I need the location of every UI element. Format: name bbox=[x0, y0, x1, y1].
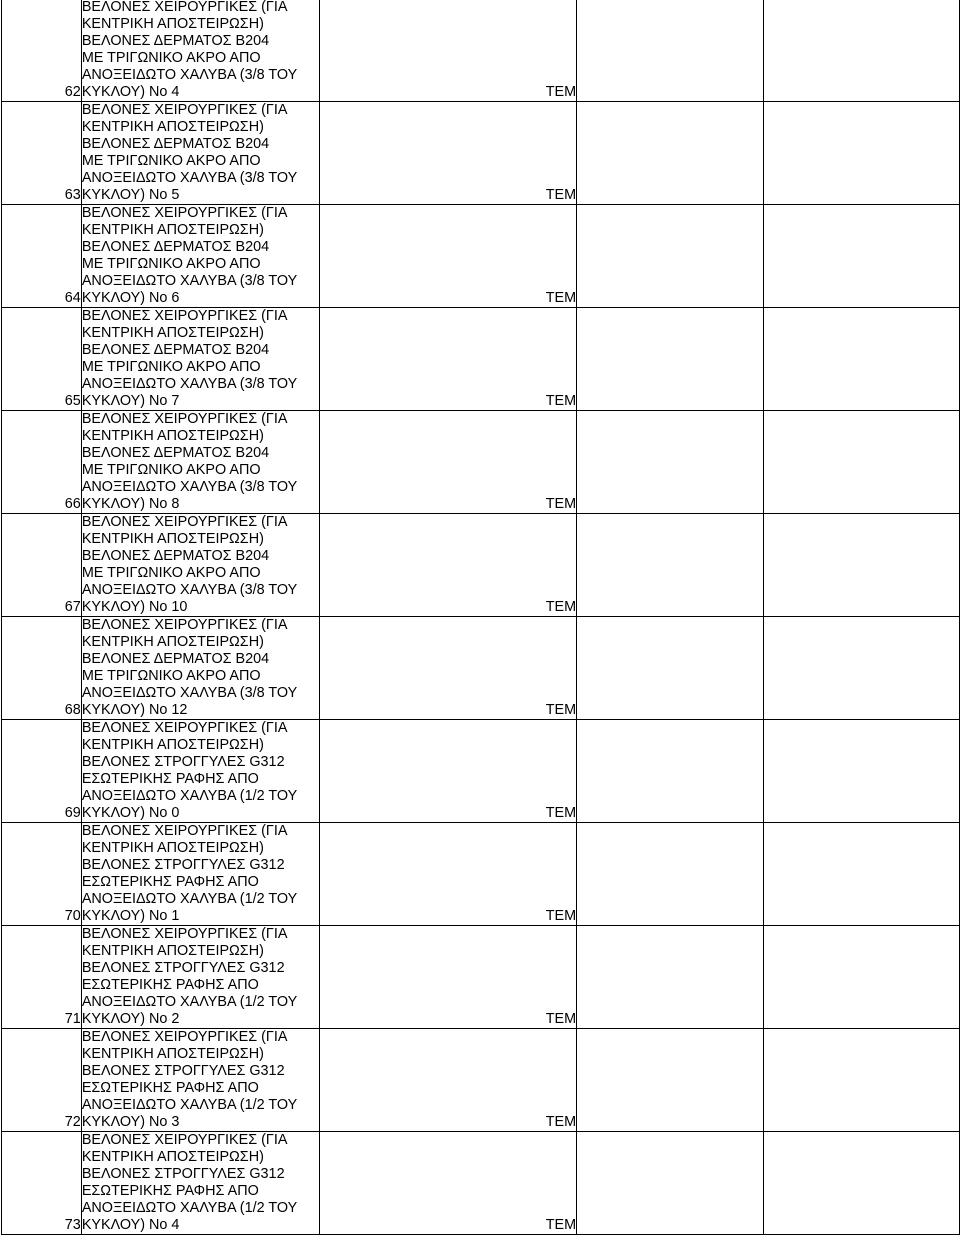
description-line: ΕΣΩΤΕΡΙΚΗΣ ΡΑΦΗΣ ΑΠΟ bbox=[81, 977, 259, 993]
description-line: ΑΝΟΞΕΙΔΩΤΟ ΧΑΛΥΒΑ (3/8 ΤΟΥ bbox=[81, 376, 298, 392]
description-line: ΚΕΝΤΡΙΚΗ ΑΠΟΣΤΕΙΡΩΣΗ) bbox=[81, 325, 264, 341]
item-number-cell bbox=[2, 102, 82, 205]
table-row bbox=[2, 514, 960, 617]
price-cell bbox=[763, 926, 959, 1029]
table-row bbox=[2, 1029, 960, 1132]
item-number-cell bbox=[2, 1132, 82, 1235]
price-cell bbox=[763, 720, 959, 823]
item-number-cell bbox=[2, 411, 82, 514]
unit-cell bbox=[319, 1132, 576, 1235]
description-line: ΚΥΚΛΟΥ) No 4 bbox=[81, 84, 180, 100]
unit-cell bbox=[319, 514, 576, 617]
description-line: ΚΕΝΤΡΙΚΗ ΑΠΟΣΤΕΙΡΩΣΗ) bbox=[81, 840, 264, 856]
unit-cell bbox=[319, 720, 576, 823]
quantity-cell bbox=[577, 308, 763, 411]
description-line: ΑΝΟΞΕΙΔΩΤΟ ΧΑΛΥΒΑ (1/2 ΤΟΥ bbox=[81, 994, 298, 1010]
description-line: ΕΣΩΤΕΡΙΚΗΣ ΡΑΦΗΣ ΑΠΟ bbox=[81, 771, 259, 787]
description-line: ΚΥΚΛΟΥ) No 7 bbox=[81, 393, 180, 409]
description-line: ΚΕΝΤΡΙΚΗ ΑΠΟΣΤΕΙΡΩΣΗ) bbox=[81, 634, 264, 650]
description-line: ΒΕΛΟΝΕΣ ΧΕΙΡΟΥΡΓΙΚΕΣ (ΓΙΑ bbox=[81, 0, 288, 15]
description-line: ΚΥΚΛΟΥ) No 12 bbox=[81, 702, 188, 718]
item-number-cell bbox=[2, 926, 82, 1029]
table-row bbox=[2, 0, 960, 102]
description-line: ΑΝΟΞΕΙΔΩΤΟ ΧΑΛΥΒΑ (3/8 ΤΟΥ bbox=[81, 273, 298, 289]
description-line: ΚΕΝΤΡΙΚΗ ΑΠΟΣΤΕΙΡΩΣΗ) bbox=[81, 737, 264, 753]
item-description-cell bbox=[81, 514, 319, 617]
description-line: ΑΝΟΞΕΙΔΩΤΟ ΧΑΛΥΒΑ (3/8 ΤΟΥ bbox=[81, 479, 298, 495]
item-description-cell bbox=[81, 102, 319, 205]
price-cell bbox=[763, 514, 959, 617]
description-line: ΑΝΟΞΕΙΔΩΤΟ ΧΑΛΥΒΑ (1/2 ΤΟΥ bbox=[81, 788, 298, 804]
items-table-body bbox=[2, 0, 960, 1235]
description-line: ΒΕΛΟΝΕΣ ΔΕΡΜΑΤΟΣ B204 bbox=[81, 33, 270, 49]
quantity-cell bbox=[577, 926, 763, 1029]
table-row bbox=[2, 1132, 960, 1235]
unit-cell bbox=[319, 926, 576, 1029]
unit-label: ΤΕΜ bbox=[545, 1114, 577, 1130]
quantity-cell bbox=[577, 411, 763, 514]
description-line: ΒΕΛΟΝΕΣ ΧΕΙΡΟΥΡΓΙΚΕΣ (ΓΙΑ bbox=[81, 102, 288, 118]
item-number: 65 bbox=[64, 393, 81, 409]
description-line: ΚΕΝΤΡΙΚΗ ΑΠΟΣΤΕΙΡΩΣΗ) bbox=[81, 16, 264, 32]
price-cell bbox=[763, 308, 959, 411]
description-line: ΑΝΟΞΕΙΔΩΤΟ ΧΑΛΥΒΑ (1/2 ΤΟΥ bbox=[81, 891, 298, 907]
description-line: ΒΕΛΟΝΕΣ ΔΕΡΜΑΤΟΣ B204 bbox=[81, 651, 270, 667]
description-line: ΒΕΛΟΝΕΣ ΣΤΡΟΓΓΥΛΕΣ G312 bbox=[81, 1166, 285, 1182]
description-line: ΒΕΛΟΝΕΣ ΧΕΙΡΟΥΡΓΙΚΕΣ (ΓΙΑ bbox=[81, 823, 288, 839]
table-row bbox=[2, 823, 960, 926]
description-line: ΑΝΟΞΕΙΔΩΤΟ ΧΑΛΥΒΑ (1/2 ΤΟΥ bbox=[81, 1200, 298, 1216]
items-table bbox=[1, 0, 960, 1235]
unit-label: ΤΕΜ bbox=[545, 496, 577, 512]
item-number: 67 bbox=[64, 599, 81, 615]
unit-label: ΤΕΜ bbox=[545, 1217, 577, 1233]
description-line: ΚΥΚΛΟΥ) No 5 bbox=[81, 187, 180, 203]
item-description-cell bbox=[81, 720, 319, 823]
description-line: ΜΕ ΤΡΙΓΩΝΙΚΟ ΑΚΡΟ ΑΠΟ bbox=[81, 565, 261, 581]
description-line: ΜΕ ΤΡΙΓΩΝΙΚΟ ΑΚΡΟ ΑΠΟ bbox=[81, 50, 261, 66]
quantity-cell bbox=[577, 205, 763, 308]
description-line: ΜΕ ΤΡΙΓΩΝΙΚΟ ΑΚΡΟ ΑΠΟ bbox=[81, 256, 261, 272]
description-line: ΒΕΛΟΝΕΣ ΣΤΡΟΓΓΥΛΕΣ G312 bbox=[81, 960, 285, 976]
description-line: ΒΕΛΟΝΕΣ ΔΕΡΜΑΤΟΣ B204 bbox=[81, 136, 270, 152]
description-line: ΒΕΛΟΝΕΣ ΧΕΙΡΟΥΡΓΙΚΕΣ (ΓΙΑ bbox=[81, 1029, 288, 1045]
unit-cell bbox=[319, 205, 576, 308]
item-description-cell bbox=[81, 0, 319, 102]
description-line: ΚΥΚΛΟΥ) No 4 bbox=[81, 1217, 180, 1233]
description-line: ΕΣΩΤΕΡΙΚΗΣ ΡΑΦΗΣ ΑΠΟ bbox=[81, 874, 259, 890]
description-line: ΒΕΛΟΝΕΣ ΔΕΡΜΑΤΟΣ B204 bbox=[81, 548, 270, 564]
description-line: ΚΥΚΛΟΥ) No 2 bbox=[81, 1011, 180, 1027]
item-number: 69 bbox=[64, 805, 81, 821]
description-line: ΚΕΝΤΡΙΚΗ ΑΠΟΣΤΕΙΡΩΣΗ) bbox=[81, 943, 264, 959]
item-description-cell bbox=[81, 308, 319, 411]
item-number: 64 bbox=[64, 290, 81, 306]
table-row bbox=[2, 308, 960, 411]
description-line: ΒΕΛΟΝΕΣ ΔΕΡΜΑΤΟΣ B204 bbox=[81, 445, 270, 461]
unit-label: ΤΕΜ bbox=[545, 1011, 577, 1027]
description-line: ΜΕ ΤΡΙΓΩΝΙΚΟ ΑΚΡΟ ΑΠΟ bbox=[81, 359, 261, 375]
item-description-cell bbox=[81, 411, 319, 514]
item-number: 63 bbox=[64, 187, 81, 203]
description-line: ΒΕΛΟΝΕΣ ΣΤΡΟΓΓΥΛΕΣ G312 bbox=[81, 857, 285, 873]
description-line: ΑΝΟΞΕΙΔΩΤΟ ΧΑΛΥΒΑ (3/8 ΤΟΥ bbox=[81, 170, 298, 186]
description-line: ΒΕΛΟΝΕΣ ΧΕΙΡΟΥΡΓΙΚΕΣ (ΓΙΑ bbox=[81, 205, 288, 221]
item-number: 73 bbox=[64, 1217, 81, 1233]
item-number-cell bbox=[2, 720, 82, 823]
item-number: 68 bbox=[64, 702, 81, 718]
description-line: ΚΕΝΤΡΙΚΗ ΑΠΟΣΤΕΙΡΩΣΗ) bbox=[81, 119, 264, 135]
price-cell bbox=[763, 102, 959, 205]
price-cell bbox=[763, 617, 959, 720]
table-row bbox=[2, 205, 960, 308]
unit-label: ΤΕΜ bbox=[545, 84, 577, 100]
description-line: ΒΕΛΟΝΕΣ ΧΕΙΡΟΥΡΓΙΚΕΣ (ΓΙΑ bbox=[81, 720, 288, 736]
quantity-cell bbox=[577, 1029, 763, 1132]
unit-label: ΤΕΜ bbox=[545, 187, 577, 203]
description-line: ΒΕΛΟΝΕΣ ΧΕΙΡΟΥΡΓΙΚΕΣ (ΓΙΑ bbox=[81, 926, 288, 942]
item-description-cell bbox=[81, 1132, 319, 1235]
item-description-cell bbox=[81, 926, 319, 1029]
description-line: ΜΕ ΤΡΙΓΩΝΙΚΟ ΑΚΡΟ ΑΠΟ bbox=[81, 462, 261, 478]
description-line: ΑΝΟΞΕΙΔΩΤΟ ΧΑΛΥΒΑ (3/8 ΤΟΥ bbox=[81, 685, 298, 701]
description-line: ΚΥΚΛΟΥ) No 10 bbox=[81, 599, 188, 615]
quantity-cell bbox=[577, 1132, 763, 1235]
description-line: ΜΕ ΤΡΙΓΩΝΙΚΟ ΑΚΡΟ ΑΠΟ bbox=[81, 668, 261, 684]
description-line: ΚΕΝΤΡΙΚΗ ΑΠΟΣΤΕΙΡΩΣΗ) bbox=[81, 428, 264, 444]
description-line: ΑΝΟΞΕΙΔΩΤΟ ΧΑΛΥΒΑ (3/8 ΤΟΥ bbox=[81, 582, 298, 598]
description-line: ΑΝΟΞΕΙΔΩΤΟ ΧΑΛΥΒΑ (1/2 ΤΟΥ bbox=[81, 1097, 298, 1113]
description-line: ΜΕ ΤΡΙΓΩΝΙΚΟ ΑΚΡΟ ΑΠΟ bbox=[81, 153, 261, 169]
price-cell bbox=[763, 823, 959, 926]
price-cell bbox=[763, 1132, 959, 1235]
quantity-cell bbox=[577, 0, 763, 102]
unit-label: ΤΕΜ bbox=[545, 805, 577, 821]
quantity-cell bbox=[577, 617, 763, 720]
description-line: ΕΣΩΤΕΡΙΚΗΣ ΡΑΦΗΣ ΑΠΟ bbox=[81, 1080, 259, 1096]
table-row bbox=[2, 411, 960, 514]
unit-label: ΤΕΜ bbox=[545, 290, 577, 306]
item-number: 72 bbox=[64, 1114, 81, 1130]
item-number-cell bbox=[2, 0, 82, 102]
price-cell bbox=[763, 1029, 959, 1132]
item-number: 70 bbox=[64, 908, 81, 924]
description-line: ΚΕΝΤΡΙΚΗ ΑΠΟΣΤΕΙΡΩΣΗ) bbox=[81, 222, 264, 238]
item-number-cell bbox=[2, 1029, 82, 1132]
quantity-cell bbox=[577, 514, 763, 617]
unit-label: ΤΕΜ bbox=[545, 908, 577, 924]
table-row bbox=[2, 617, 960, 720]
description-line: ΕΣΩΤΕΡΙΚΗΣ ΡΑΦΗΣ ΑΠΟ bbox=[81, 1183, 259, 1199]
description-line: ΒΕΛΟΝΕΣ ΧΕΙΡΟΥΡΓΙΚΕΣ (ΓΙΑ bbox=[81, 308, 288, 324]
unit-cell bbox=[319, 0, 576, 102]
quantity-cell bbox=[577, 720, 763, 823]
item-description-cell bbox=[81, 617, 319, 720]
item-description-cell bbox=[81, 205, 319, 308]
price-cell bbox=[763, 0, 959, 102]
description-line: ΒΕΛΟΝΕΣ ΣΤΡΟΓΓΥΛΕΣ G312 bbox=[81, 1063, 285, 1079]
description-line: ΚΥΚΛΟΥ) No 1 bbox=[81, 908, 180, 924]
description-line: ΒΕΛΟΝΕΣ ΔΕΡΜΑΤΟΣ B204 bbox=[81, 239, 270, 255]
unit-cell bbox=[319, 102, 576, 205]
description-line: ΚΥΚΛΟΥ) No 3 bbox=[81, 1114, 180, 1130]
unit-cell bbox=[319, 617, 576, 720]
table-row bbox=[2, 926, 960, 1029]
unit-cell bbox=[319, 823, 576, 926]
description-line: ΒΕΛΟΝΕΣ ΧΕΙΡΟΥΡΓΙΚΕΣ (ΓΙΑ bbox=[81, 411, 288, 427]
item-number-cell bbox=[2, 308, 82, 411]
description-line: ΚΥΚΛΟΥ) No 0 bbox=[81, 805, 180, 821]
item-number-cell bbox=[2, 514, 82, 617]
unit-cell bbox=[319, 411, 576, 514]
table-row bbox=[2, 720, 960, 823]
description-line: ΒΕΛΟΝΕΣ ΔΕΡΜΑΤΟΣ B204 bbox=[81, 342, 270, 358]
description-line: ΚΕΝΤΡΙΚΗ ΑΠΟΣΤΕΙΡΩΣΗ) bbox=[81, 531, 264, 547]
description-line: ΚΕΝΤΡΙΚΗ ΑΠΟΣΤΕΙΡΩΣΗ) bbox=[81, 1046, 264, 1062]
unit-label: ΤΕΜ bbox=[545, 393, 577, 409]
item-number: 62 bbox=[64, 84, 81, 100]
unit-cell bbox=[319, 308, 576, 411]
item-number-cell bbox=[2, 205, 82, 308]
description-line: ΚΥΚΛΟΥ) No 6 bbox=[81, 290, 180, 306]
unit-label: ΤΕΜ bbox=[545, 599, 577, 615]
item-description-cell bbox=[81, 1029, 319, 1132]
unit-label: ΤΕΜ bbox=[545, 702, 577, 718]
item-number: 66 bbox=[64, 496, 81, 512]
unit-cell bbox=[319, 1029, 576, 1132]
item-number-cell bbox=[2, 617, 82, 720]
quantity-cell bbox=[577, 102, 763, 205]
quantity-cell bbox=[577, 823, 763, 926]
description-line: ΒΕΛΟΝΕΣ ΣΤΡΟΓΓΥΛΕΣ G312 bbox=[81, 754, 285, 770]
description-line: ΚΕΝΤΡΙΚΗ ΑΠΟΣΤΕΙΡΩΣΗ) bbox=[81, 1149, 264, 1165]
description-line: ΒΕΛΟΝΕΣ ΧΕΙΡΟΥΡΓΙΚΕΣ (ΓΙΑ bbox=[81, 617, 288, 633]
description-line: ΚΥΚΛΟΥ) No 8 bbox=[81, 496, 180, 512]
description-line: ΒΕΛΟΝΕΣ ΧΕΙΡΟΥΡΓΙΚΕΣ (ΓΙΑ bbox=[81, 1132, 288, 1148]
price-cell bbox=[763, 411, 959, 514]
item-number-cell bbox=[2, 823, 82, 926]
table-row bbox=[2, 102, 960, 205]
item-description-cell bbox=[81, 823, 319, 926]
description-line: ΒΕΛΟΝΕΣ ΧΕΙΡΟΥΡΓΙΚΕΣ (ΓΙΑ bbox=[81, 514, 288, 530]
description-line: ΑΝΟΞΕΙΔΩΤΟ ΧΑΛΥΒΑ (3/8 ΤΟΥ bbox=[81, 67, 298, 83]
price-cell bbox=[763, 205, 959, 308]
item-number: 71 bbox=[64, 1011, 81, 1027]
